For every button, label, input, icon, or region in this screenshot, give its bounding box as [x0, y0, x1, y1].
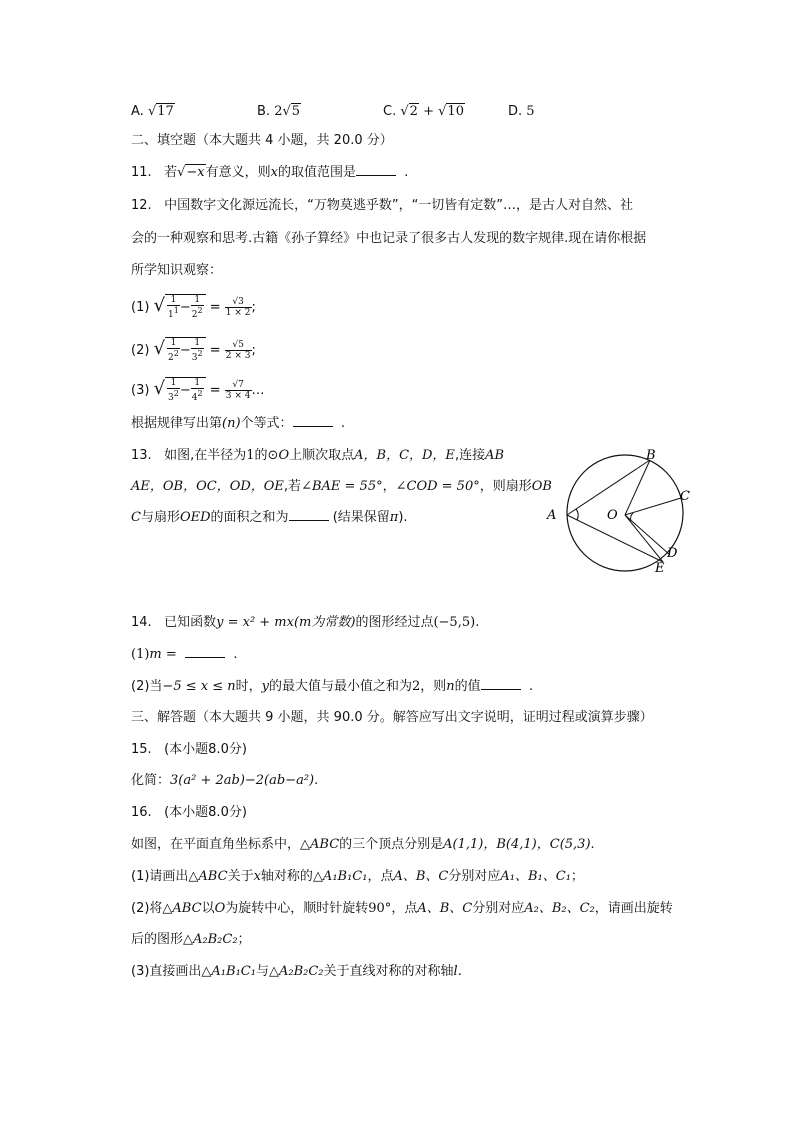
circle-symbol: ⊙	[267, 448, 279, 463]
q12-item-3: (3) √ $\frac{1}{3^2}$ − $\frac{1}{4^2}$ = $\frac{√7}{3 \times 4}$ …	[131, 378, 265, 403]
q14-p2-n: n	[446, 679, 455, 694]
section-3-title: 三、解答题（本大题共 9 小题，共 90.0 分。解答应写出文字说明，证明过程或演算步骤）	[131, 710, 653, 725]
frac-rad-num: 7	[238, 380, 244, 390]
q14-p2-range: −5 ≤ x ≤ n	[162, 679, 236, 694]
q13-oed: OED	[179, 510, 211, 525]
q16-l2k: ；	[570, 869, 584, 884]
q16-l5f: l	[453, 964, 458, 979]
label-c: C	[680, 489, 690, 504]
q16-l2b: △ABC	[188, 869, 228, 884]
q16-l2f: △A₁B₁C₁	[312, 869, 368, 884]
q14-p2c: 时，	[235, 679, 262, 694]
q12-ask-post: 个等式：	[240, 416, 293, 431]
q16-l3e: 为旋转中心，顺时针旋转	[225, 901, 369, 916]
q16-l3i: 分别对应	[472, 901, 525, 916]
q13-t3c: 的面积之和为	[210, 510, 289, 525]
q12-ask-n: (n)	[222, 416, 241, 431]
label-o: O	[607, 508, 618, 523]
q16-l4b: △A₂B₂C₂	[183, 932, 238, 947]
q16-l4c: ；	[237, 932, 251, 947]
q11-answer-blank[interactable]	[356, 163, 396, 176]
q16-l2i: 分别对应	[448, 869, 501, 884]
label-e: E	[655, 561, 665, 576]
frac-base: 1	[168, 310, 174, 320]
q16-l5b: △A₁B₁C₁	[201, 964, 256, 979]
q11-post2: 的取值范围是	[278, 165, 357, 180]
frac-den: 1 × 2	[225, 308, 251, 318]
q14-answer-blank-1[interactable]	[185, 645, 225, 658]
q16-l3g: ，点	[391, 901, 418, 916]
option-d	[508, 102, 535, 122]
q11-pre: 若	[164, 165, 178, 180]
question-15-body	[131, 771, 318, 791]
q16-l2h: A、B、C	[393, 869, 449, 884]
frac-base: 2	[191, 310, 198, 320]
option-c-v2: 10	[447, 104, 464, 119]
q13-t1a: 如图,在半径为	[164, 448, 247, 463]
q14-mid: 的图形经过点	[355, 615, 434, 630]
q14-p1-end: .	[233, 647, 238, 662]
q16-line1	[131, 835, 595, 855]
q11-var: x	[270, 165, 278, 180]
q12-answer-blank[interactable]	[293, 414, 333, 427]
q12-item-end: …	[251, 383, 265, 398]
segment-oc	[625, 498, 681, 515]
q13-segments: AE，OB，OC，OD，OE	[131, 479, 284, 494]
option-c-v1: 2	[409, 104, 418, 119]
q13-t2d: ，则扇形	[479, 479, 532, 494]
q13-radius: 1	[246, 448, 255, 463]
q14-end: .	[475, 615, 480, 630]
q11-end: .	[404, 165, 409, 180]
frac-rad-num: 3	[238, 297, 244, 307]
q16-l1a: 如图，在平面直角坐标系中，	[131, 837, 301, 852]
q16-l2e: 轴对称的	[260, 869, 313, 884]
q16-l3f: 90°	[368, 901, 392, 916]
q14-part1	[131, 645, 237, 665]
question-15-header	[131, 740, 247, 760]
q13-t1c: 上顺次取点	[289, 448, 355, 463]
q16-l5d: △A₂B₂C₂	[268, 964, 324, 979]
frac-num: 1	[167, 295, 180, 306]
option-b-label: B.	[257, 104, 271, 119]
q16-l5a: (3)直接画出	[131, 964, 202, 979]
q14-point: (−5,5)	[433, 615, 476, 630]
q16-triangle: △ABC	[300, 837, 340, 852]
q12-item-end: ;	[251, 343, 256, 358]
q13-angle-bae: ∠BAE = 55°	[301, 479, 383, 494]
question-14	[131, 613, 479, 633]
q11-post: 有意义，则	[205, 165, 271, 180]
q14-part2	[131, 677, 533, 697]
q14-number: 14.	[131, 615, 152, 630]
option-c-label: C.	[383, 104, 397, 119]
question-11: 11. 若√−x有意义，则x的取值范围是 .	[131, 165, 409, 180]
option-a: A. √17	[131, 104, 174, 119]
q14-answer-blank-2[interactable]	[481, 677, 521, 690]
option-d-value: 5	[526, 104, 535, 119]
question-13-line1	[131, 446, 504, 466]
q14-p2-label: (2)当	[131, 679, 163, 694]
option-b-value: 5	[291, 104, 301, 119]
q12-ask-end: .	[340, 416, 345, 431]
q16-l3h: A、B、C	[417, 901, 473, 916]
circle-o	[567, 455, 683, 571]
q12-item-end: ;	[251, 300, 256, 315]
q13-c: C	[131, 510, 141, 525]
frac-base: 2	[168, 353, 174, 363]
q16-line5	[131, 962, 462, 982]
q13-ob: OB	[531, 479, 552, 494]
q14-p2g: ，则	[420, 679, 447, 694]
q13-t3d: (结果保留	[332, 510, 390, 525]
q13-points: A，B，C，D，E	[354, 448, 455, 463]
frac-num: 1	[167, 378, 180, 389]
q14-pre: 已知函数	[164, 615, 217, 630]
option-a-value: 17	[157, 104, 174, 119]
q13-t1b: 的	[254, 448, 268, 463]
option-b: B. 2√5	[257, 104, 301, 119]
label-a: A	[547, 508, 557, 523]
q16-number: 16.	[131, 805, 152, 820]
frac-den: 3 × 4	[225, 391, 251, 401]
q11-radicand: −x	[186, 165, 205, 180]
q16-l2c: 关于	[227, 869, 254, 884]
q12-item-1: (1) √ $\frac{1}{1^1}$ − $\frac{1}{2^2}$ = $\frac{√3}{1 \times 2}$ ;	[131, 295, 256, 320]
question-13-line2	[131, 477, 552, 497]
q13-ab: AB	[485, 448, 505, 463]
q12-item-label: (2)	[131, 343, 150, 358]
q14-p2e: 的最大值与最小值之和为	[268, 679, 412, 694]
q16-line4	[131, 930, 251, 950]
option-a-label: A.	[131, 104, 144, 119]
label-d: D	[667, 546, 678, 561]
q14-p1-expr: m =	[149, 647, 177, 662]
q13-t3b: 与扇形	[140, 510, 180, 525]
frac-num: 1	[191, 378, 204, 389]
q13-t2c: ，	[382, 479, 396, 494]
q12-text-1: 中国数字文化源远流长，“万物莫逃乎数”，“一切皆有定数”…，是古人对自然、社	[164, 198, 634, 213]
q13-t1d: ,连接	[454, 448, 486, 463]
q16-l3j: A₂、B₂、C₂	[524, 901, 595, 916]
option-b-coef: 2	[274, 104, 283, 119]
frac-exp: 1	[173, 306, 179, 315]
q12-item-label: (1)	[131, 300, 150, 315]
q16-l3c: 以	[201, 901, 215, 916]
frac-num: 1	[191, 338, 204, 349]
q15-number: 15.	[131, 742, 152, 757]
angle-arc-a	[576, 509, 578, 520]
q12-text-3: 所学知识观察：	[131, 263, 223, 278]
q12-item-2: (2) √ $\frac{1}{2^2}$ − $\frac{1}{3^2}$ = $\frac{√5}{2 \times 3}$ ;	[131, 338, 256, 363]
q16-l3a: (2)将	[131, 901, 163, 916]
frac-num: 1	[191, 295, 204, 306]
q15-score: (本小题8.0分)	[164, 742, 247, 757]
q11-number: 11.	[131, 165, 152, 180]
option-d-label: D.	[508, 104, 523, 119]
q14-p2-y: y	[261, 679, 269, 694]
frac-rad-num: 5	[238, 340, 244, 350]
q15-expression: 3(a² + 2ab)−2(ab−a²).	[170, 773, 319, 788]
option-c: C. √2 + √10	[383, 104, 464, 119]
frac-base: 3	[191, 353, 198, 363]
q14-p1-label: (1)	[131, 647, 150, 662]
q16-l3k: ，请画出旋转	[594, 901, 673, 916]
q15-pre: 化简：	[131, 773, 171, 788]
q16-l2j: A₁、B₁、C₁	[500, 869, 571, 884]
q16-l5g: .	[457, 964, 462, 979]
question-12-line1	[131, 196, 633, 216]
q14-p2-sum: 2	[412, 679, 421, 694]
q12-ask-pre: 根据规律写出第	[131, 416, 223, 431]
angle-arc-o	[631, 513, 633, 521]
q12-ask	[131, 414, 345, 434]
q14-p2i: 的值	[454, 679, 481, 694]
frac-den: 2 × 3	[225, 351, 251, 361]
q13-number: 13.	[131, 448, 152, 463]
q13-t2b: ,若	[283, 479, 302, 494]
section-2-title: 二、填空题（本大题共 4 小题，共 20.0 分）	[131, 133, 393, 148]
q13-t3e: ).	[398, 510, 408, 525]
q13-pi: π	[389, 510, 399, 525]
q16-line3	[131, 899, 673, 919]
q13-o: O	[278, 448, 290, 463]
segment-od	[625, 515, 670, 555]
segment-oe	[625, 515, 663, 562]
frac-base: 3	[168, 393, 174, 403]
q16-l1c: 的三个顶点分别是	[339, 837, 444, 852]
q16-l4a: 后的图形	[131, 932, 184, 947]
q16-l2a: (1)请画出	[131, 869, 189, 884]
q16-line2	[131, 867, 584, 887]
q12-item-label: (3)	[131, 383, 150, 398]
frac-base: 4	[191, 393, 198, 403]
q12-number: 12.	[131, 198, 152, 213]
q16-score: (本小题8.0分)	[164, 805, 247, 820]
option-c-plus: +	[423, 104, 434, 119]
q16-l5e: 关于直线对称的对称轴	[323, 964, 454, 979]
q16-l3d: O	[214, 901, 226, 916]
q16-vertices: A(1,1)，B(4,1)，C(5,3).	[443, 837, 595, 852]
q16-l2g: ，点	[367, 869, 394, 884]
frac-num: 1	[167, 338, 180, 349]
q16-l3b: △ABC	[162, 901, 202, 916]
question-13-line3	[131, 508, 408, 528]
circle-figure	[540, 445, 700, 580]
q13-answer-blank[interactable]	[289, 508, 329, 521]
question-16-header	[131, 803, 247, 823]
q12-text-2: 会的一种观察和思考.古籍《孙子算经》中也记录了很多古人发现的数字规律.现在请你根据	[131, 231, 647, 246]
q13-angle-cod: ∠COD = 50°	[395, 479, 480, 494]
q14-function: y = x² + mx(m为常数)	[216, 615, 356, 630]
q16-l5c: 与	[255, 964, 269, 979]
label-b: B	[646, 448, 656, 463]
q14-p2-end: .	[528, 679, 534, 694]
q16-l2d: x	[253, 869, 261, 884]
